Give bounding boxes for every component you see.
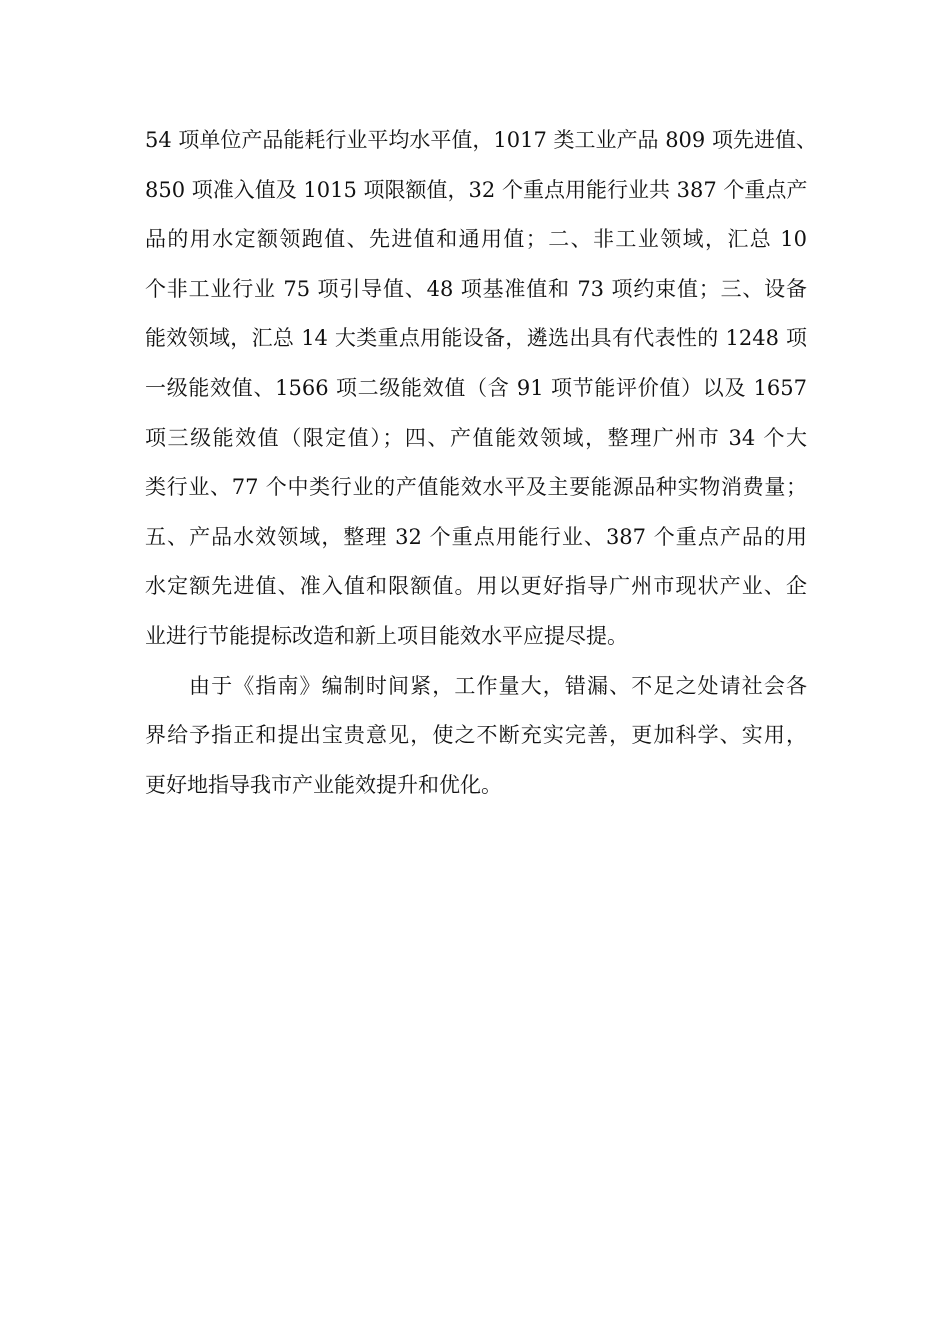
paragraph-line: 项三级能效值（限定值）；四、产值能效领域，整理广州市 34 个大 [145, 425, 807, 450]
document-body [145, 116, 817, 810]
paragraph-line: 850 项准入值及 1015 项限额值，32 个重点用能行业共 387 个重点产 [145, 177, 808, 202]
paragraph-line: 水定额先进值、准入值和限额值。用以更好指导广州市现状产业、企 [145, 574, 807, 599]
paragraph-line: 界给予指正和提出宝贵意见，使之不断充实完善，更加科学、实用， [145, 723, 807, 748]
paragraph-2 [145, 662, 807, 811]
paragraph-line: 更好地指导我市产业能效提升和优化。 [145, 772, 502, 797]
paragraph-1 [145, 116, 817, 662]
paragraph-line: 由于《指南》编制时间紧，工作量大，错漏、不足之处请社会各 [189, 673, 807, 698]
paragraph-line: 五、产品水效领域，整理 32 个重点用能行业、387 个重点产品的用 [145, 524, 807, 549]
paragraph-line: 个非工业行业 75 项引导值、48 项基准值和 73 项约束值；三、设备 [145, 276, 807, 301]
paragraph-line: 一级能效值、1566 项二级能效值（含 91 项节能评价值）以及 1657 [145, 375, 807, 400]
paragraph-line: 品的用水定额领跑值、先进值和通用值；二、非工业领域，汇总 10 [145, 227, 807, 252]
paragraph-line: 54 项单位产品能耗行业平均水平值，1017 类工业产品 809 项先进值、 [145, 128, 817, 152]
paragraph-line: 业进行节能提标改造和新上项目能效水平应提尽提。 [145, 623, 628, 648]
paragraph-line: 类行业、77 个中类行业的产值能效水平及主要能源品种实物消费量； [145, 475, 807, 500]
paragraph-line: 能效领域，汇总 14 大类重点用能设备，遴选出具有代表性的 1248 项 [145, 326, 807, 351]
